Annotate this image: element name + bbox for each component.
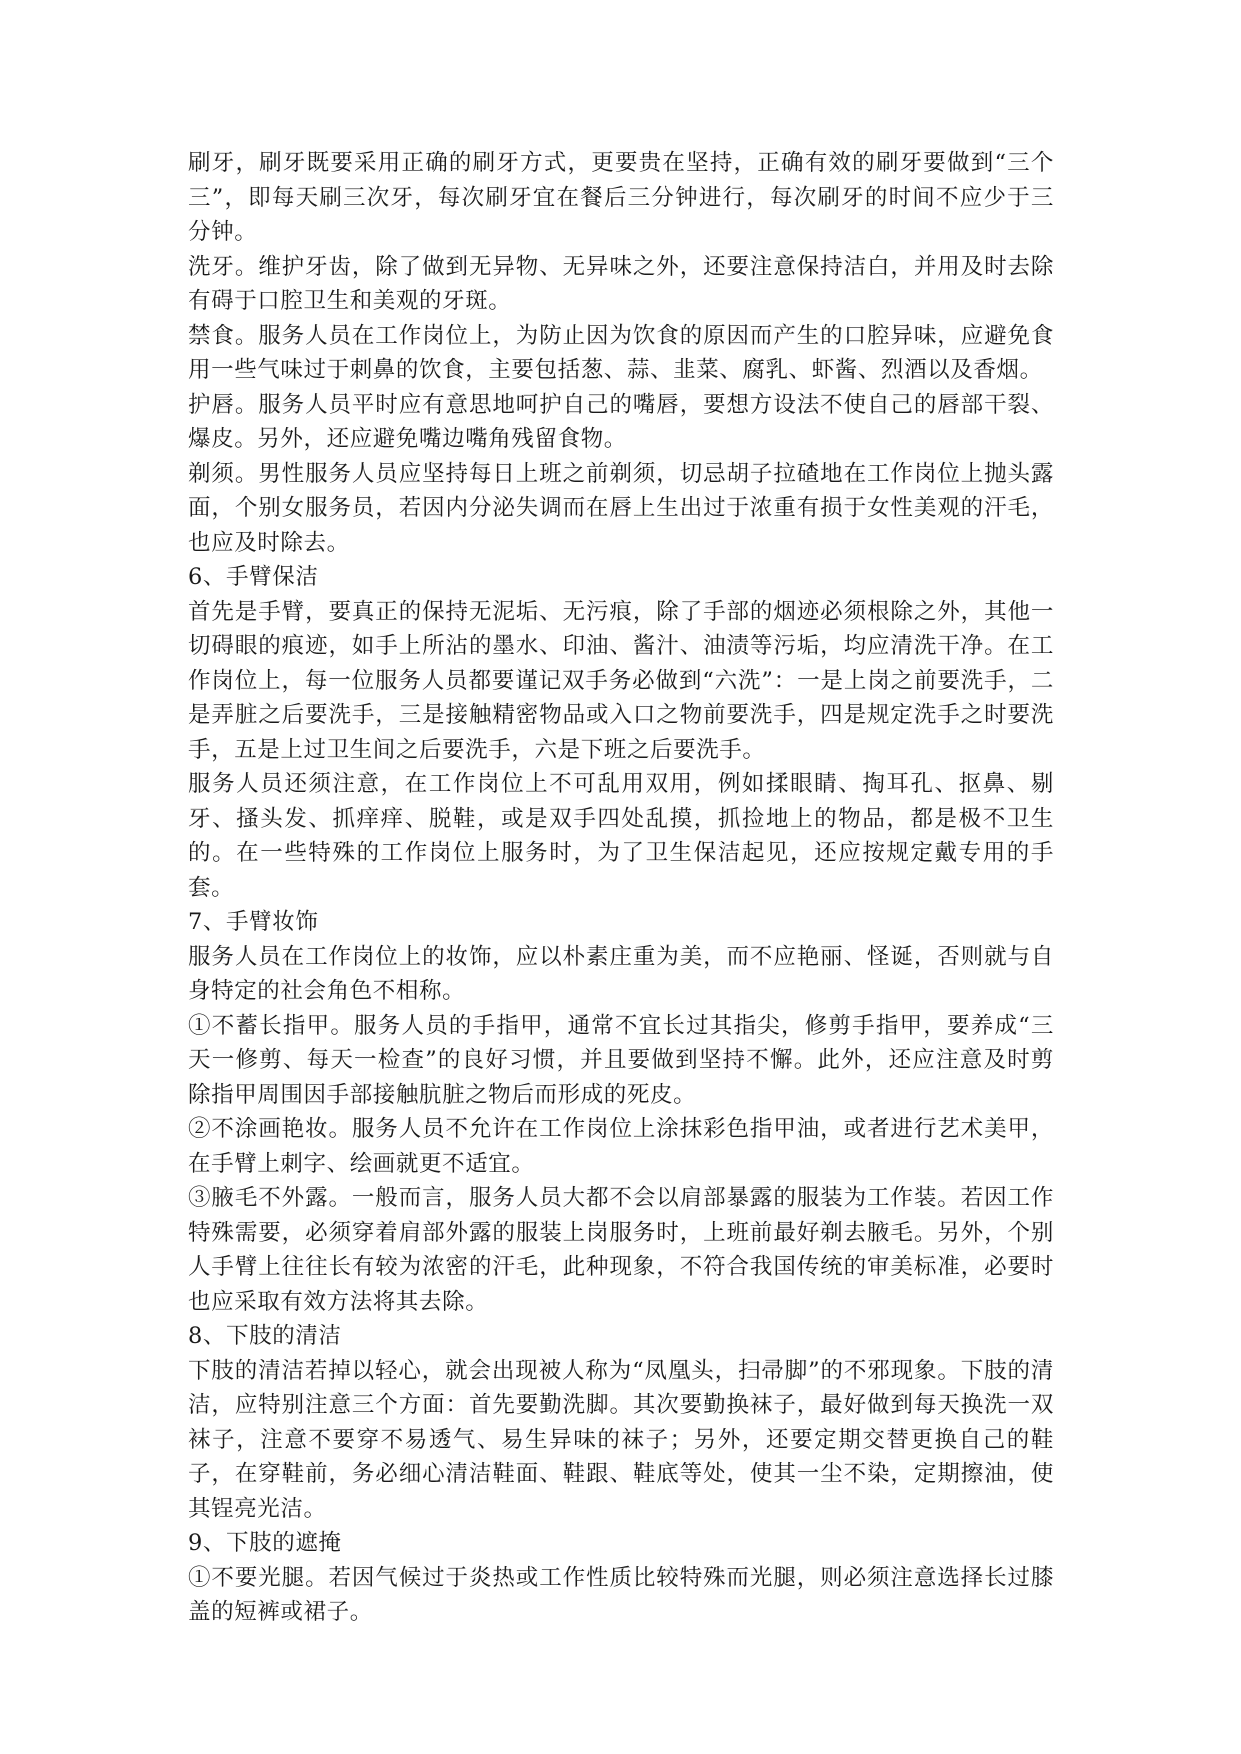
- section-heading-9: 9、下肢的遮掩: [188, 1530, 342, 1556]
- section-heading-6: 6、手臂保洁: [188, 564, 319, 590]
- document-page: [188, 146, 1054, 1630]
- section-heading-7: 7、手臂妆饰: [188, 909, 319, 935]
- paragraph-teeth-cleaning: 洗牙。维护牙齿，除了做到无异物、无异味之外，还要注意保持洁白，并用及时去除有碍于口腔卫生和美观的牙斑。: [188, 253, 1054, 314]
- paragraph-nails: ①不蓄长指甲。服务人员的手指甲，通常不宜长过其指尖，修剪手指甲，要养成“三天一修剪、每天一检查”的良好习惯，并且要做到坚持不懈。此外，还应注意及时剪除指甲周围因手部接触肮脏之物后而形成的死皮。: [188, 1012, 1054, 1108]
- paragraph-lip-care: 护唇。服务人员平时应有意思地呵护自己的嘴唇，要想方设法不使自己的唇部干裂、爆皮。另外，还应避免嘴边嘴角残留食物。: [188, 391, 1054, 452]
- paragraph-no-makeup: ②不涂画艳妆。服务人员不允许在工作岗位上涂抹彩色指甲油，或者进行艺术美甲，在手臂上刺字、绘画就更不适宜。: [188, 1116, 1054, 1177]
- section-heading-8: 8、下肢的清洁: [188, 1323, 342, 1349]
- paragraph-food-avoidance: 禁食。服务人员在工作岗位上，为防止因为饮食的原因而产生的口腔异味，应避免食用一些气味过于刺鼻的饮食，主要包括葱、蒜、韭菜、腐乳、虾酱、烈酒以及香烟。: [188, 322, 1054, 383]
- paragraph-adornment-intro: 服务人员在工作岗位上的妆饰，应以朴素庄重为美，而不应艳丽、怪诞，否则就与自身特定的社会角色不相称。: [188, 943, 1054, 1004]
- paragraph-shaving: 剃须。男性服务人员应坚持每日上班之前剃须，切忌胡子拉碴地在工作岗位上抛头露面，个别女服务员，若因内分泌失调而在唇上生出过于浓重有损于女性美观的汗毛，也应及时除去。: [188, 460, 1054, 556]
- paragraph-hand-habits: 服务人员还须注意，在工作岗位上不可乱用双用，例如揉眼睛、掏耳孔、抠鼻、剔牙、搔头发、抓痒痒、脱鞋，或是双手四处乱摸，抓捡地上的物品，都是极不卫生的。在一些特殊的工作岗位上服务时，为了卫生保洁起见，还应按规定戴专用的手套。: [188, 771, 1054, 901]
- paragraph-brushing: 刷牙，刷牙既要采用正确的刷牙方式，更要贵在坚持，正确有效的刷牙要做到“三个三”，即每天刷三次牙，每次刷牙宜在餐后三分钟进行，每次刷牙的时间不应少于三分钟。: [188, 150, 1054, 245]
- paragraph-no-bare-legs: ①不要光腿。若因气候过于炎热或工作性质比较特殊而光腿，则必须注意选择长过膝盖的短裤或裙子。: [188, 1564, 1054, 1625]
- paragraph-underarm-hair: ③腋毛不外露。一般而言，服务人员大都不会以肩部暴露的服装为工作装。若因工作特殊需要，必须穿着肩部外露的服装上岗服务时，上班前最好剃去腋毛。另外，个别人手臂上往往长有较为浓密的汗毛，此种现象，不符合我国传统的审美标准，必要时也应采取有效方法将其去除。: [188, 1185, 1054, 1315]
- paragraph-hand-washing: 首先是手臂，要真正的保持无泥垢、无污痕，除了手部的烟迹必须根除之外，其他一切碍眼的痕迹，如手上所沾的墨水、印油、酱汁、油渍等污垢，均应清洗干净。在工作岗位上，每一位服务人员都要谨记双手务必做到“六洗”：一是上岗之前要洗手，二是弄脏之后要洗手，三是接触精密物品或入口之物前要洗手，四是规定洗手之时要洗手，五是上过卫生间之后要洗手，六是下班之后要洗手。: [188, 598, 1054, 763]
- paragraph-lower-limb-cleaning: 下肢的清洁若掉以轻心，就会出现被人称为“凤凰头，扫帚脚”的不邪现象。下肢的清洁，应特别注意三个方面：首先要勤洗脚。其次要勤换袜子，最好做到每天换洗一双袜子，注意不要穿不易透气、易生异味的袜子；另外，还要定期交替更换自己的鞋子，在穿鞋前，务必细心清洁鞋面、鞋跟、鞋底等处，使其一尘不染，定期擦油，使其锃亮光洁。: [188, 1357, 1054, 1522]
